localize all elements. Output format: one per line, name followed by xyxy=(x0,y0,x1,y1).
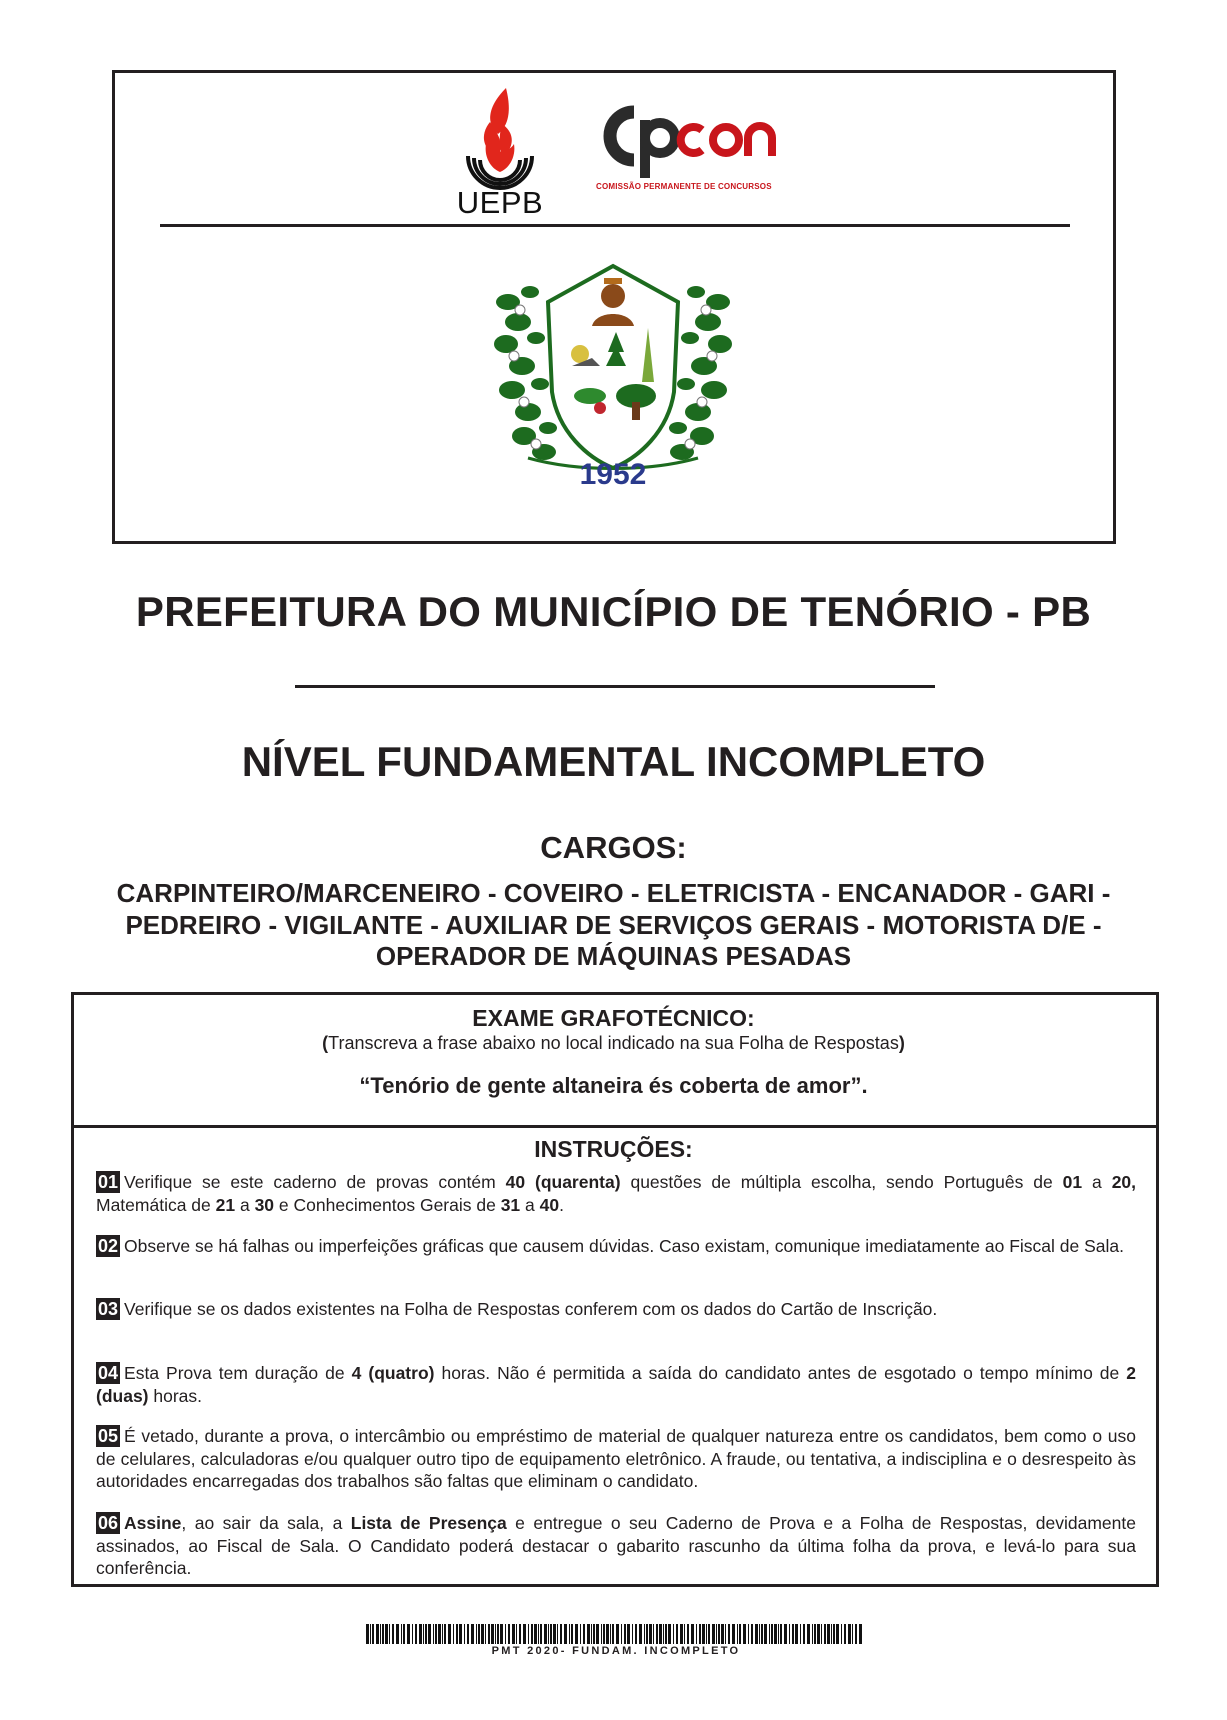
barcode-bar xyxy=(708,1624,710,1644)
instruction-text: 30 xyxy=(254,1194,275,1215)
barcode-bar xyxy=(512,1624,515,1644)
instruction-text: 01 xyxy=(1062,1172,1083,1192)
barcode-bar xyxy=(580,1624,581,1644)
instruction-number: 06 xyxy=(98,1513,119,1533)
barcode-bar xyxy=(817,1624,820,1644)
barcode-bar xyxy=(653,1624,654,1644)
barcode-bar xyxy=(836,1624,839,1644)
instruction-text: e Conhecimentos Gerais de xyxy=(274,1194,501,1215)
cargos-heading: CARGOS: xyxy=(540,830,687,865)
barcode-bar xyxy=(696,1624,697,1644)
barcode-bar xyxy=(464,1624,465,1644)
instruction-text: a xyxy=(235,1194,255,1215)
barcode-bar xyxy=(624,1624,626,1644)
instruction-text: 20, xyxy=(1111,1172,1137,1192)
instructions-heading: INSTRUÇÕES: xyxy=(534,1136,693,1162)
barcode-bar xyxy=(712,1624,715,1644)
barcode-bar xyxy=(673,1624,674,1644)
barcode-bar xyxy=(800,1624,801,1644)
instruction-number: 04 xyxy=(98,1363,119,1383)
barcode-bar xyxy=(435,1624,437,1644)
barcode-bar xyxy=(505,1624,506,1644)
barcode-bar xyxy=(761,1624,763,1644)
barcode-bar xyxy=(596,1624,599,1644)
barcode-bar xyxy=(833,1624,835,1644)
barcode-bar xyxy=(476,1624,477,1644)
barcode-bar xyxy=(610,1624,611,1644)
barcode-bar xyxy=(403,1624,405,1644)
barcode-bar xyxy=(612,1624,614,1644)
barcode-bar xyxy=(824,1624,826,1644)
cargos-line: PEDREIRO - VIGILANTE - AUXILIAR DE SERVIÇOS GERAIS - MOTORISTA D/E - xyxy=(125,910,1102,940)
barcode-bar xyxy=(649,1624,652,1644)
instruction-text: 31 xyxy=(500,1194,521,1215)
barcode xyxy=(366,1624,866,1644)
barcode-bar xyxy=(382,1624,384,1644)
instruction-item xyxy=(96,1171,1136,1216)
barcode-bar xyxy=(401,1624,402,1644)
barcode-bar xyxy=(728,1624,730,1644)
barcode-bar xyxy=(544,1624,547,1644)
instructions-box-divider xyxy=(71,1125,1159,1128)
instruction-text: 2 (duas) xyxy=(96,1363,1136,1406)
instruction-item xyxy=(96,1298,1136,1321)
barcode-bar xyxy=(659,1624,662,1644)
barcode-bar xyxy=(376,1624,379,1644)
barcode-bar xyxy=(531,1624,533,1644)
barcode-bar xyxy=(528,1624,529,1644)
coat-of-arms xyxy=(488,262,738,512)
barcode-bar xyxy=(453,1624,454,1644)
barcode-bar xyxy=(680,1624,683,1644)
barcode-bar xyxy=(481,1624,484,1644)
barcode-bar xyxy=(516,1624,517,1644)
barcode-bar xyxy=(569,1624,570,1644)
barcode-bar xyxy=(668,1624,671,1644)
instruction-item xyxy=(96,1512,1136,1580)
barcode-bar xyxy=(456,1624,458,1644)
barcode-bar xyxy=(385,1624,388,1644)
barcode-bar xyxy=(389,1624,390,1644)
exam-phrase: “Tenório de gente altaneira és coberta de amor”. xyxy=(359,1073,868,1098)
barcode-bar xyxy=(721,1624,724,1644)
instruction-text: horas. xyxy=(148,1385,202,1406)
barcode-bar xyxy=(803,1624,805,1644)
barcode-bar xyxy=(769,1624,770,1644)
barcode-bar xyxy=(370,1624,371,1644)
barcode-bar xyxy=(412,1624,413,1644)
instruction-text: Assine xyxy=(124,1513,182,1533)
barcode-bar xyxy=(488,1624,490,1644)
instruction-text: Esta Prova tem duração de xyxy=(124,1363,352,1383)
barcode-bar xyxy=(557,1624,558,1644)
barcode-bar xyxy=(471,1624,474,1644)
barcode-bar xyxy=(821,1624,822,1644)
instruction-text: Observe se há falhas ou imperfeições gráficas que causem dúvidas. Caso existam, comunique imediatamente ao Fiscal de Sala. xyxy=(124,1236,1124,1256)
barcode-bar xyxy=(575,1624,578,1644)
barcode-bar xyxy=(415,1624,417,1644)
barcode-bar xyxy=(774,1624,777,1644)
barcode-bar xyxy=(646,1624,648,1644)
logo-divider xyxy=(160,224,1070,227)
barcode-bar xyxy=(467,1624,469,1644)
barcode-bar xyxy=(459,1624,462,1644)
instruction-text: 40 xyxy=(539,1194,560,1215)
barcode-bar xyxy=(423,1624,424,1644)
instruction-text: , ao sair da sala, a xyxy=(181,1513,351,1533)
barcode-bar xyxy=(812,1624,813,1644)
barcode-bar xyxy=(771,1624,773,1644)
barcode-bar xyxy=(844,1624,846,1644)
barcode-bar xyxy=(706,1624,707,1644)
barcode-bar xyxy=(789,1624,790,1644)
barcode-bar xyxy=(814,1624,816,1644)
exam-heading: EXAME GRAFOTÉCNICO: xyxy=(472,1005,755,1031)
barcode-bar xyxy=(716,1624,717,1644)
barcode-bar xyxy=(687,1624,689,1644)
exam-instruction: (Transcreva a frase abaixo no local indicado na sua Folha de Respostas) xyxy=(322,1033,905,1053)
barcode-bar xyxy=(627,1624,630,1644)
barcode-bar xyxy=(621,1624,622,1644)
barcode-bar xyxy=(755,1624,758,1644)
instruction-text: questões de múltipla escolha, sendo Português de xyxy=(620,1172,1063,1192)
barcode-bar xyxy=(732,1624,735,1644)
barcode-bar xyxy=(523,1624,526,1644)
barcode-bar xyxy=(560,1624,562,1644)
barcode-bar xyxy=(792,1624,794,1644)
instruction-item xyxy=(96,1362,1136,1407)
barcode-bar xyxy=(632,1624,633,1644)
barcode-bar xyxy=(656,1624,658,1644)
barcode-bar xyxy=(407,1624,410,1644)
instruction-text: e entregue o seu Caderno de Prova e a Folha de Respostas, devidamente assinados, ao Fiscal de Sala. O Candidato poderá destacar o gabarito rascunho da última folha da prova, e levá-lo para sua conferência. xyxy=(96,1513,1136,1578)
barcode-bar xyxy=(739,1624,741,1644)
barcode-bar xyxy=(831,1624,832,1644)
barcode-bar xyxy=(438,1624,441,1644)
title-divider xyxy=(295,685,935,688)
exam-instruction-text: Transcreva a frase abaixo no local indicado na sua Folha de Respostas xyxy=(328,1033,899,1053)
barcode-bar xyxy=(396,1624,399,1644)
barcode-bar xyxy=(380,1624,381,1644)
barcode-bar xyxy=(419,1624,422,1644)
barcode-bar xyxy=(478,1624,480,1644)
barcode-bar xyxy=(366,1624,369,1644)
instruction-number: 02 xyxy=(98,1236,119,1256)
instruction-item xyxy=(96,1425,1136,1493)
barcode-bar xyxy=(550,1624,552,1644)
barcode-bar xyxy=(737,1624,738,1644)
barcode-bar xyxy=(784,1624,787,1644)
barcode-bar xyxy=(508,1624,510,1644)
barcode-bar xyxy=(665,1624,667,1644)
barcode-bar xyxy=(593,1624,595,1644)
barcode-bar xyxy=(540,1624,542,1644)
barcode-bar xyxy=(444,1624,446,1644)
barcode-bar xyxy=(807,1624,810,1644)
barcode-bar xyxy=(603,1624,605,1644)
instruction-text: . xyxy=(559,1194,564,1215)
barcode-bar xyxy=(676,1624,678,1644)
barcode-bar xyxy=(764,1624,767,1644)
barcode-bar xyxy=(795,1624,798,1644)
instruction-text: Lista de Presença xyxy=(350,1513,507,1533)
barcode-bar xyxy=(392,1624,394,1644)
instruction-text: Verifique se os dados existentes na Folha de Respostas conferem com os dados do Cartão de Inscrição. xyxy=(124,1299,938,1319)
barcode-bar xyxy=(583,1624,585,1644)
barcode-bar xyxy=(699,1624,701,1644)
barcode-bar xyxy=(485,1624,486,1644)
barcode-label: PMT 2020- FUNDAM. INCOMPLETO xyxy=(491,1645,741,1657)
instruction-text: a xyxy=(1082,1172,1112,1192)
barcode-bar xyxy=(743,1624,746,1644)
barcode-bar xyxy=(564,1624,567,1644)
barcode-bar xyxy=(491,1624,494,1644)
barcode-bar xyxy=(433,1624,434,1644)
barcode-bar xyxy=(495,1624,496,1644)
barcode-bar xyxy=(780,1624,782,1644)
barcode-bar xyxy=(684,1624,685,1644)
cpcon-subtitle: COMISSÃO PERMANENTE DE CONCURSOS xyxy=(596,182,772,191)
instruction-item xyxy=(96,1235,1136,1258)
barcode-bar xyxy=(553,1624,556,1644)
barcode-bar xyxy=(848,1624,851,1644)
barcode-bar xyxy=(718,1624,720,1644)
barcode-bar xyxy=(497,1624,499,1644)
instruction-text: 40 (quarenta) xyxy=(505,1172,621,1192)
municipality-title: PREFEITURA DO MUNICÍPIO DE TENÓRIO - PB xyxy=(135,588,1092,635)
barcode-bar xyxy=(691,1624,694,1644)
coat-of-arms-year: 1952 xyxy=(579,458,647,491)
barcode-bar xyxy=(859,1624,862,1644)
barcode-bar xyxy=(442,1624,443,1644)
barcode-bar xyxy=(591,1624,592,1644)
instruction-text: 4 (quatro) xyxy=(351,1363,435,1383)
barcode-bar xyxy=(601,1624,602,1644)
barcode-bar xyxy=(748,1624,749,1644)
barcode-bar xyxy=(606,1624,609,1644)
instruction-text: Matemática de xyxy=(96,1194,216,1215)
barcode-bar xyxy=(725,1624,726,1644)
barcode-bar xyxy=(778,1624,779,1644)
cpcon-logo xyxy=(596,100,786,180)
barcode-bar xyxy=(702,1624,705,1644)
cargos-line: OPERADOR DE MÁQUINAS PESADAS xyxy=(375,941,852,971)
barcode-bar xyxy=(428,1624,431,1644)
barcode-bar xyxy=(852,1624,853,1644)
barcode-bar xyxy=(587,1624,590,1644)
barcode-bar xyxy=(663,1624,664,1644)
instruction-text: É vetado, durante a prova, o intercâmbio ou empréstimo de material de qualquer natureza entre os candidatos, bem como o uso de celulares, calculadoras e/ou qualquer outro tipo de equipamento eletrônico. A fraude, ou tentativa, a indisciplina e o desrespeito às autoridades encarregadas dos trabalhos são faltas que eliminam o candidato. xyxy=(96,1426,1136,1491)
instruction-text: a xyxy=(520,1194,540,1215)
barcode-bar xyxy=(534,1624,537,1644)
barcode-bar xyxy=(448,1624,451,1644)
barcode-bar xyxy=(519,1624,521,1644)
instruction-text: 21 xyxy=(215,1194,236,1215)
barcode-bar xyxy=(500,1624,503,1644)
instruction-number: 05 xyxy=(98,1426,119,1446)
instruction-text: horas. Não é permitida a saída do candidato antes de esgotado o tempo mínimo de xyxy=(434,1363,1127,1383)
barcode-bar xyxy=(425,1624,427,1644)
barcode-bar xyxy=(759,1624,760,1644)
barcode-bar xyxy=(538,1624,539,1644)
instruction-number: 01 xyxy=(98,1172,119,1192)
barcode-bar xyxy=(751,1624,753,1644)
barcode-bar xyxy=(372,1624,374,1644)
uepb-logo-text: UEPB xyxy=(456,185,544,220)
instruction-text: Verifique se este caderno de provas contém xyxy=(124,1172,506,1192)
barcode-bar xyxy=(635,1624,637,1644)
barcode-bar xyxy=(548,1624,549,1644)
barcode-bar xyxy=(571,1624,573,1644)
instruction-number: 03 xyxy=(98,1299,119,1319)
barcode-bar xyxy=(855,1624,857,1644)
cargos-line: CARPINTEIRO/MARCENEIRO - COVEIRO - ELETRICISTA - ENCANADOR - GARI - xyxy=(116,878,1111,908)
level-title: NÍVEL FUNDAMENTAL INCOMPLETO xyxy=(241,738,986,785)
barcode-bar xyxy=(827,1624,830,1644)
barcode-bar xyxy=(841,1624,842,1644)
barcode-bar xyxy=(639,1624,642,1644)
barcode-bar xyxy=(644,1624,645,1644)
barcode-bar xyxy=(616,1624,619,1644)
